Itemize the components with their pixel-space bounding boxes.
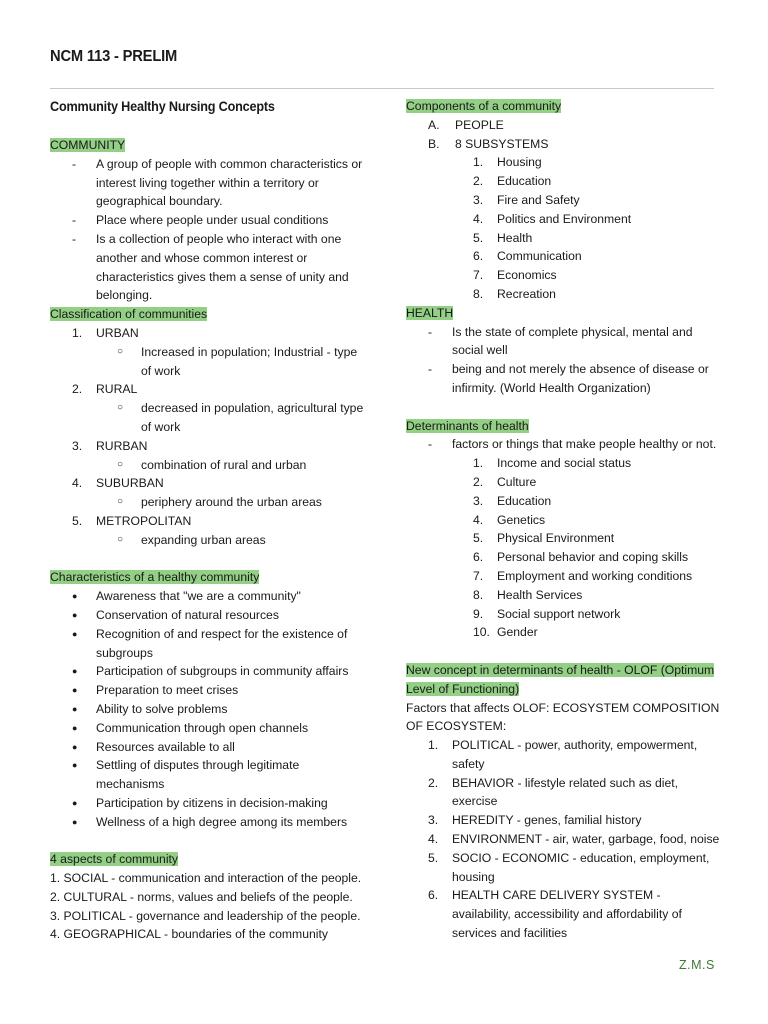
page-title: NCM 113 - PRELIM: [50, 48, 178, 65]
classification-heading: [50, 305, 368, 324]
determinant-label: Employment and working conditions: [497, 568, 693, 583]
aspects-heading-text: 4 aspects of community: [50, 852, 179, 867]
list-number: 6.: [473, 249, 484, 264]
subsystem-label: Economics: [497, 268, 557, 283]
list-number: 3.: [473, 192, 484, 207]
classification-label: URBAN: [96, 325, 139, 340]
list-number: 10.: [473, 625, 490, 640]
determinant-item: [406, 623, 720, 642]
subsystem-item: [406, 285, 720, 304]
classification-label: METROPOLITAN: [96, 513, 192, 528]
olof-factor-label: ENVIRONMENT - air, water, garbage, food, noise: [452, 832, 720, 847]
list-number: 1.: [473, 456, 484, 471]
olof-factor-label: SOCIO - ECONOMIC - education, employment, housing: [452, 850, 710, 884]
characteristic-item: ● Resources available to all: [50, 738, 368, 757]
list-number: 3.: [72, 438, 83, 453]
determinant-item: [406, 586, 720, 605]
subsystem-item: [406, 266, 720, 285]
health-definition-item: - Is the state of complete physical, mental and social well: [406, 323, 720, 361]
aspects-heading: [50, 850, 368, 869]
left-column: [50, 97, 368, 944]
classification-label: RURAL: [96, 382, 138, 397]
classification-item: [50, 474, 368, 493]
characteristic-item: ● Settling of disputes through legitimate mechanisms: [50, 756, 368, 794]
list-letter: B.: [428, 136, 440, 151]
list-number: 2.: [473, 174, 484, 189]
spacer: [50, 831, 368, 850]
classification-subitem: ○ decreased in population, agricultural type of work: [50, 399, 368, 437]
subsystem-label: Fire and Safety: [497, 192, 580, 207]
health-definition-item: - being and not merely the absence of disease or infirmity. (World Health Organization): [406, 360, 720, 398]
determinant-label: Income and social status: [497, 456, 632, 471]
community-definition-item: - A group of people with common characteristics or interest living together within a territory or geographical boundary.: [50, 155, 368, 211]
classification-label: RURBAN: [96, 438, 148, 453]
list-number: 8.: [473, 587, 484, 602]
list-number: 2.: [473, 474, 484, 489]
olof-factor-label: HEREDITY - genes, familial history: [452, 813, 642, 828]
components-heading-text: Components of a community: [406, 99, 562, 113]
olof-intro: Factors that affects OLOF: ECOSYSTEM COMPOSITION OF ECOSYSTEM:: [406, 700, 720, 734]
list-number: 3.: [473, 493, 484, 508]
community-definition-item: - Place where people under usual conditions: [50, 211, 368, 230]
author-signature: Z.M.S: [679, 958, 715, 972]
component-label: 8 SUBSYSTEMS: [455, 136, 549, 151]
classification-subitem: ○ expanding urban areas: [50, 531, 368, 550]
component-item: [406, 116, 720, 135]
right-column: [406, 97, 720, 943]
community-heading: [50, 136, 368, 155]
characteristic-item: ● Ability to solve problems: [50, 700, 368, 719]
characteristic-item: ● Conservation of natural resources: [50, 606, 368, 625]
classification-item: [50, 324, 368, 343]
determinant-label: Culture: [497, 474, 537, 489]
list-number: 5.: [473, 230, 484, 245]
olof-factor-label: POLITICAL - power, authority, empowerment, safety: [452, 738, 698, 771]
determinant-label: Personal behavior and coping skills: [497, 550, 689, 565]
list-number: 5.: [72, 513, 83, 528]
list-number: 1.: [473, 155, 484, 170]
determinants-heading: [406, 417, 720, 436]
list-number: 4.: [428, 832, 439, 847]
characteristic-item: ● Preparation to meet crises: [50, 681, 368, 700]
components-heading: [406, 97, 720, 116]
determinant-item: [406, 605, 720, 624]
olof-factor-item: [406, 886, 720, 942]
subsystem-item: [406, 153, 720, 172]
classification-item: [50, 380, 368, 399]
determinants-heading-text: Determinants of health: [406, 418, 529, 433]
title-divider: [50, 88, 714, 89]
aspect-item: 4. GEOGRAPHICAL - boundaries of the community: [50, 927, 328, 942]
classification-subitem: ○ combination of rural and urban: [50, 456, 368, 475]
olof-factor-item: [406, 849, 720, 887]
characteristic-item: ● Wellness of a high degree among its members: [50, 813, 368, 832]
list-number: 4.: [473, 211, 484, 226]
determinants-intro: - factors or things that make people healthy or not.: [406, 435, 720, 454]
olof-factor-item: [406, 830, 720, 849]
health-heading-text: HEALTH: [406, 305, 454, 320]
determinant-label: Social support network: [497, 606, 621, 621]
list-number: 6.: [428, 888, 439, 903]
component-item: [406, 135, 720, 154]
subsystem-label: Health: [497, 230, 533, 245]
aspect-item: 2. CULTURAL - norms, values and beliefs of the people.: [50, 889, 353, 904]
aspect-item: 1. SOCIAL - communication and interaction of the people.: [50, 871, 362, 886]
olof-heading-text: New concept in determinants of health - OLOF (Optimum Level of Functioning): [406, 662, 715, 696]
determinant-label: Physical Environment: [497, 531, 615, 546]
olof-factor-item: [406, 774, 720, 812]
list-number: 6.: [473, 550, 484, 565]
list-number: 1.: [428, 738, 439, 753]
component-label: PEOPLE: [455, 117, 504, 132]
determinant-item: [406, 473, 720, 492]
subsystem-label: Recreation: [497, 286, 556, 301]
characteristics-heading: [50, 568, 368, 587]
characteristic-item: ● Participation of subgroups in community affairs: [50, 662, 368, 681]
classification-subitem: ○ periphery around the urban areas: [50, 493, 368, 512]
determinant-item: [406, 529, 720, 548]
list-number: 7.: [473, 268, 484, 283]
list-number: 2.: [72, 382, 83, 397]
subsystem-label: Communication: [497, 249, 582, 264]
classification-subitem: ○ Increased in population; Industrial - type of work: [50, 343, 368, 381]
olof-factor-item: [406, 811, 720, 830]
classification-item: [50, 512, 368, 531]
list-letter: A.: [428, 117, 440, 132]
characteristic-item: ● Recognition of and respect for the existence of subgroups: [50, 625, 368, 663]
determinant-label: Genetics: [497, 512, 546, 527]
spacer: [50, 550, 368, 569]
subsystem-label: Housing: [497, 155, 542, 170]
determinant-label: Gender: [497, 625, 538, 640]
document-subtitle: Community Healthy Nursing Concepts: [50, 99, 275, 114]
list-number: 9.: [473, 606, 484, 621]
list-number: 7.: [473, 568, 484, 583]
list-number: 4.: [72, 476, 83, 491]
subsystem-item: [406, 229, 720, 248]
subsystem-label: Politics and Environment: [497, 211, 632, 226]
subsystem-label: Education: [497, 174, 552, 189]
characteristic-item: ● Participation by citizens in decision-making: [50, 794, 368, 813]
subsystem-item: [406, 172, 720, 191]
determinant-label: Health Services: [497, 587, 583, 602]
classification-heading-text: Classification of communities: [50, 307, 208, 322]
subsystem-item: [406, 210, 720, 229]
olof-factor-label: BEHAVIOR - lifestyle related such as diet, exercise: [452, 775, 679, 809]
characteristics-heading-text: Characteristics of a healthy community: [50, 570, 260, 585]
list-number: 5.: [428, 850, 439, 865]
community-heading-text: COMMUNITY: [50, 138, 126, 152]
list-number: 5.: [473, 531, 484, 546]
subsystem-item: [406, 247, 720, 266]
determinant-item: [406, 548, 720, 567]
classification-item: [50, 437, 368, 456]
characteristic-item: ● Communication through open channels: [50, 719, 368, 738]
subsystem-item: [406, 191, 720, 210]
characteristic-item: ● Awareness that "we are a community": [50, 587, 368, 606]
list-number: 4.: [473, 512, 484, 527]
olof-factor-label: HEALTH CARE DELIVERY SYSTEM - availability, accessibility and affordability of services and facilities: [452, 888, 682, 941]
determinant-item: [406, 567, 720, 586]
community-definition-item: - Is a collection of people who interact with one another and whose common interest or characteristics gives them a sense of unity and belonging.: [50, 230, 368, 305]
determinant-item: [406, 511, 720, 530]
health-heading: [406, 304, 720, 323]
aspect-item: 3. POLITICAL - governance and leadership of the people.: [50, 908, 361, 923]
list-number: 2.: [428, 775, 439, 790]
list-number: 3.: [428, 813, 439, 828]
determinant-label: Education: [497, 493, 552, 508]
list-number: 1.: [72, 325, 83, 340]
list-number: 8.: [473, 286, 484, 301]
determinant-item: [406, 492, 720, 511]
spacer: [406, 642, 720, 661]
olof-heading: [406, 661, 720, 699]
determinant-item: [406, 454, 720, 473]
spacer: [406, 398, 720, 417]
classification-label: SUBURBAN: [96, 476, 164, 491]
olof-factor-item: [406, 736, 720, 774]
